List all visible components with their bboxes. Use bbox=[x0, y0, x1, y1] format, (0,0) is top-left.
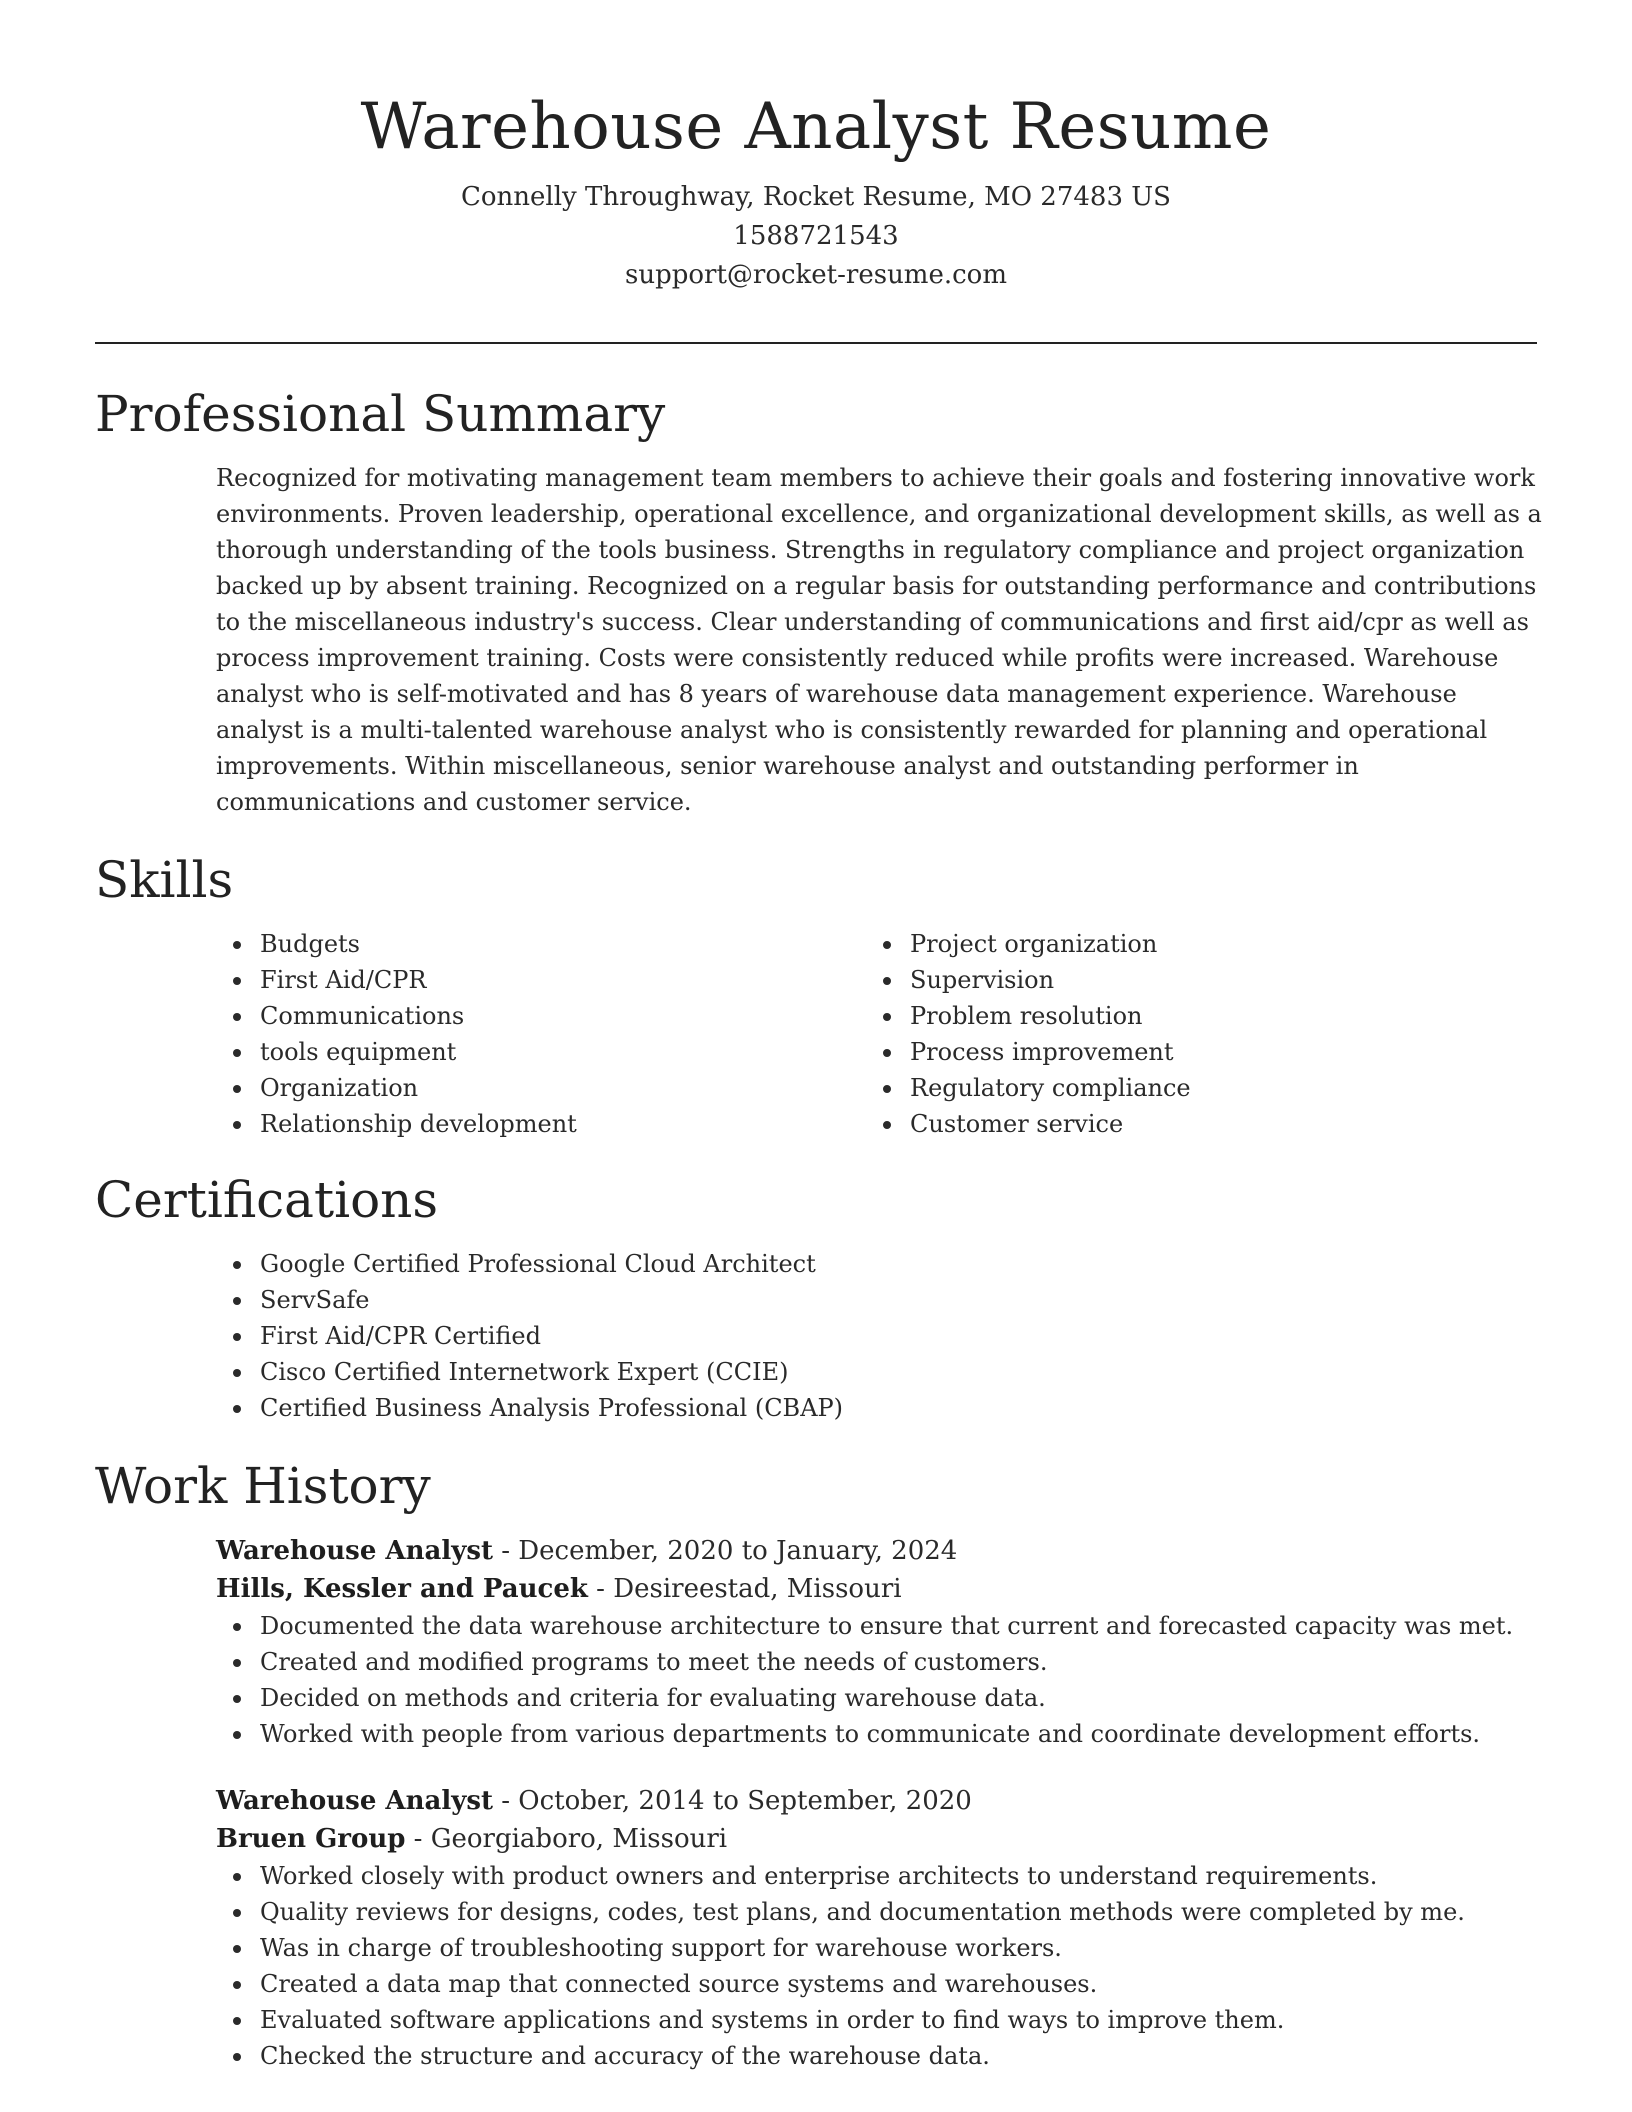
certifications-section bbox=[95, 1168, 1537, 1426]
page-title: Warehouse Analyst Resume bbox=[360, 90, 1272, 164]
skills-column-right bbox=[866, 926, 1516, 1142]
summary-paragraph: Recognized for motivating management team members to achieve their goals and fostering innovative work environments. Proven leadership, operational excellence, and organizational development skills, as well as a thorough understanding of the tools business. Strengths in regulatory compliance and project organization backed up by absent training. Recognized on a regular basis for outstanding performance and contributions to the miscellaneous industry's success. Clear understanding of communications and first aid/cpr as well as process improvement training. Costs were consistently reduced while profits were increased. Warehouse analyst who is self-motivated and has 8 years of warehouse data management experience. Warehouse analyst is a multi-talented warehouse analyst who is consistently rewarded for planning and operational improvements. Within miscellaneous, senior warehouse analyst and outstanding performer in communications and customer service. bbox=[216, 464, 1542, 816]
phone-text: 1588721543 bbox=[733, 221, 899, 251]
job-company: Bruen Group bbox=[216, 1824, 406, 1854]
skill-item: Project organization bbox=[866, 926, 1516, 962]
job-separator: - bbox=[492, 1536, 519, 1566]
certifications-list bbox=[216, 1246, 1537, 1426]
skill-item: Budgets bbox=[216, 926, 866, 962]
skill-item: Customer service bbox=[866, 1106, 1516, 1142]
job-bullet: Checked the structure and accuracy of the warehouse data. bbox=[216, 2038, 1537, 2074]
certification-item: Google Certified Professional Cloud Architect bbox=[216, 1246, 1537, 1282]
skill-item: Organization bbox=[216, 1070, 866, 1106]
job-bullet: Documented the data warehouse architecture to ensure that current and forecasted capacity was met. bbox=[216, 1608, 1537, 1644]
address-text: Connelly Throughway, Rocket Resume, MO 27483 US bbox=[461, 182, 1171, 212]
job-bullet: Quality reviews for designs, codes, test plans, and documentation methods were completed by me. bbox=[216, 1894, 1537, 1930]
section-heading-certifications: Certifications bbox=[95, 1171, 439, 1229]
certifications-body bbox=[216, 1246, 1537, 1426]
section-heading-summary: Professional Summary bbox=[95, 385, 666, 443]
certification-item: Cisco Certified Internetwork Expert (CCIE) bbox=[216, 1354, 1537, 1390]
email-text: support@rocket-resume.com bbox=[624, 260, 1007, 290]
skill-item: Process improvement bbox=[866, 1034, 1516, 1070]
resume-header bbox=[0, 0, 1632, 295]
job-bullet: Evaluated software applications and systems in order to find ways to improve them. bbox=[216, 2002, 1537, 2038]
job-title: Warehouse Analyst bbox=[216, 1536, 493, 1566]
job-bullet: Worked closely with product owners and enterprise architects to understand requirements. bbox=[216, 1858, 1537, 1894]
job-title-line bbox=[216, 1532, 1537, 1570]
job-entry bbox=[216, 1532, 1537, 1752]
job-separator: - bbox=[492, 1786, 519, 1816]
job-location: Georgiaboro, Missouri bbox=[430, 1824, 728, 1854]
summary-section bbox=[95, 382, 1542, 820]
skill-item: Relationship development bbox=[216, 1106, 866, 1142]
skills-section bbox=[95, 848, 1537, 1142]
job-bullet: Was in charge of troubleshooting support for warehouse workers. bbox=[216, 1930, 1537, 1966]
certification-item: First Aid/CPR Certified bbox=[216, 1318, 1537, 1354]
job-separator: - bbox=[405, 1824, 431, 1854]
header-divider bbox=[95, 342, 1537, 344]
skill-item: First Aid/CPR bbox=[216, 962, 866, 998]
section-heading-skills: Skills bbox=[95, 851, 234, 909]
skills-list-right bbox=[866, 926, 1516, 1142]
job-bullet: Decided on methods and criteria for evaluating warehouse data. bbox=[216, 1680, 1537, 1716]
skills-column-left bbox=[216, 926, 866, 1142]
skills-list-left bbox=[216, 926, 866, 1142]
job-location: Desireestad, Missouri bbox=[613, 1574, 902, 1604]
skill-item: Communications bbox=[216, 998, 866, 1034]
skills-columns bbox=[216, 926, 1537, 1142]
job-bullets bbox=[216, 1858, 1537, 2074]
job-bullet: Created a data map that connected source systems and warehouses. bbox=[216, 1966, 1537, 2002]
skill-item: Supervision bbox=[866, 962, 1516, 998]
work-history-section bbox=[95, 1454, 1537, 2074]
certification-item: Certified Business Analysis Professional (CBAP) bbox=[216, 1390, 1537, 1426]
job-bullet: Created and modified programs to meet the needs of customers. bbox=[216, 1644, 1537, 1680]
section-heading-work-history: Work History bbox=[95, 1457, 431, 1515]
job-separator: - bbox=[587, 1574, 614, 1604]
job-bullet: Worked with people from various departments to communicate and coordinate development efforts. bbox=[216, 1716, 1537, 1752]
job-company: Hills, Kessler and Paucek bbox=[216, 1574, 588, 1604]
job-company-line bbox=[216, 1820, 1537, 1858]
job-title-line bbox=[216, 1782, 1537, 1820]
skill-item: Regulatory compliance bbox=[866, 1070, 1516, 1106]
job-dates: December, 2020 to January, 2024 bbox=[518, 1536, 958, 1566]
certification-item: ServSafe bbox=[216, 1282, 1537, 1318]
skill-item: Problem resolution bbox=[866, 998, 1516, 1034]
skill-item: tools equipment bbox=[216, 1034, 866, 1070]
job-entry bbox=[216, 1782, 1537, 2074]
job-title: Warehouse Analyst bbox=[216, 1786, 493, 1816]
contact-block bbox=[0, 178, 1632, 295]
job-company-line bbox=[216, 1570, 1537, 1608]
job-bullets bbox=[216, 1608, 1537, 1752]
job-dates: October, 2014 to September, 2020 bbox=[518, 1786, 972, 1816]
